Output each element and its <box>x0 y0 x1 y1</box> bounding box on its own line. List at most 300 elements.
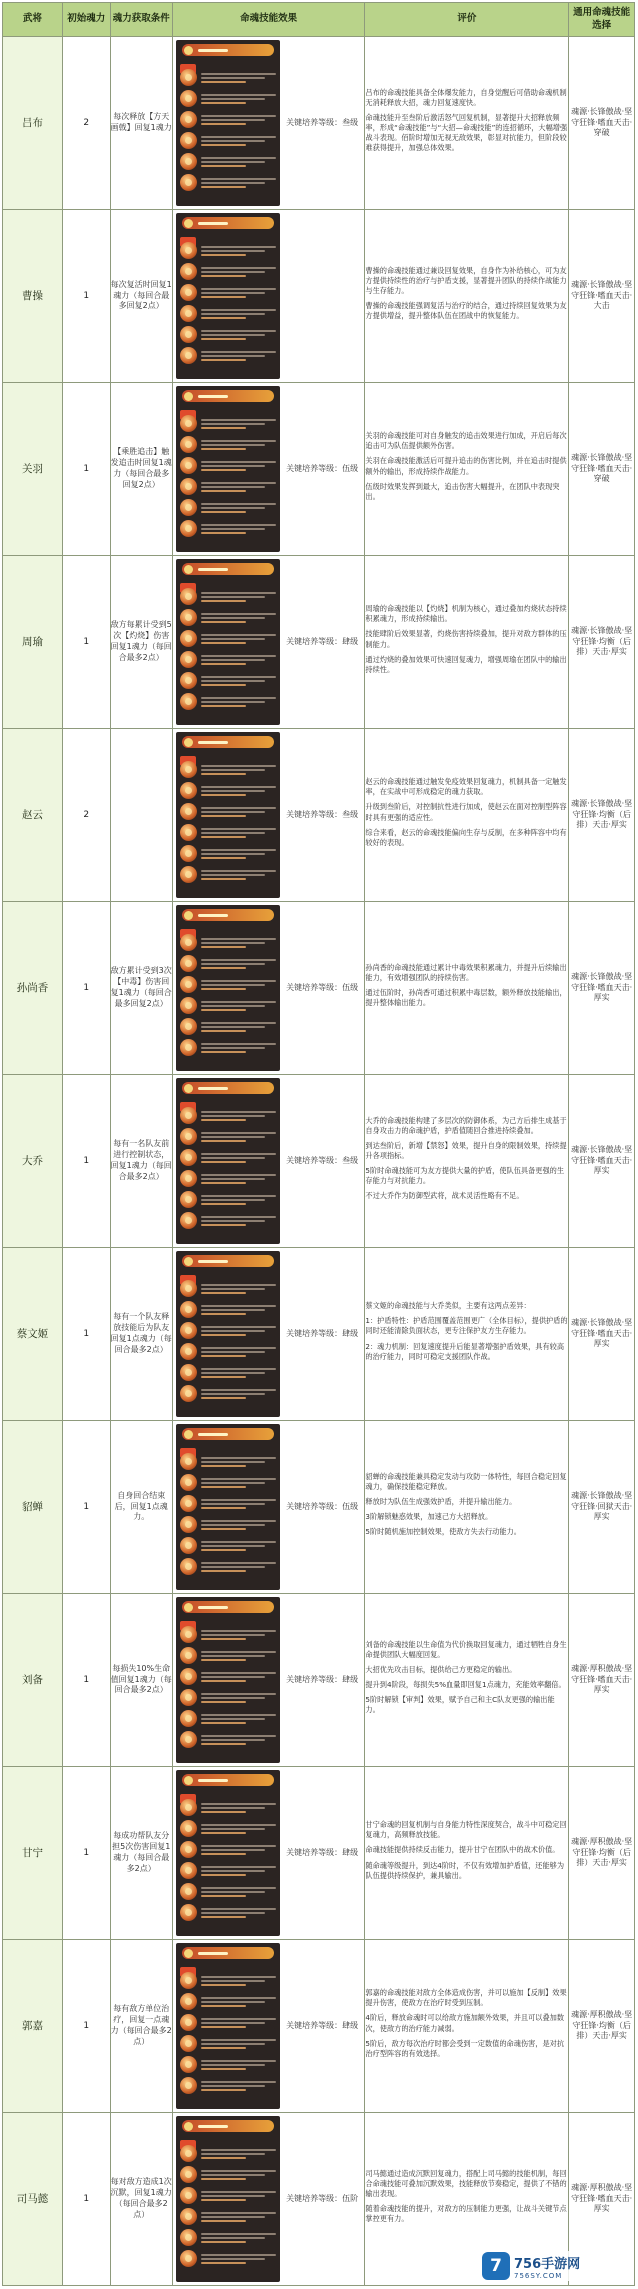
skill-orb-icon <box>180 1107 197 1124</box>
evaluation-paragraph: 5阶时命魂技能可为友方提供大量的护盾，使队伍具备更强的生存能力与对抗能力。 <box>365 1166 565 1186</box>
evaluation-paragraph: 曹操的命魂技能通过兼设回复效果，自身作为补给核心，可为友方提供持续性的治疗与护盾支援，显著提升团队的持续作战能力与生存能力。 <box>365 265 567 295</box>
soul-condition: 自身回合结束后，回复1点魂力。 <box>110 1421 172 1594</box>
skill-orb-icon <box>180 478 197 495</box>
general-skill-choice: 魂源·厚积傲战·坚守狂锋·嗜血天击·厚实 <box>569 1594 635 1767</box>
skill-effect-line <box>180 1495 276 1512</box>
general-skill-choice: 魂源·长锋傲战·坚守狂锋·均衡（后排）天击·厚实 <box>569 729 635 902</box>
skill-orb-icon <box>180 1128 197 1145</box>
evaluation-cell <box>365 37 569 210</box>
skill-orb-icon <box>180 1537 197 1554</box>
skill-orb-icon <box>180 69 197 86</box>
skill-effect-line <box>180 630 276 647</box>
skill-effect-line <box>180 672 276 689</box>
skill-effect-line <box>180 1018 276 1035</box>
skill-effect-line <box>180 845 276 862</box>
skill-orb-icon <box>180 2145 197 2162</box>
skill-effect-line <box>180 436 276 453</box>
general-name: 大乔 <box>3 1075 63 1248</box>
evaluation-paragraph: 命魂技能提供持续反击能力，提升甘宁在团队中的战术价值。 <box>365 1845 560 1855</box>
skill-effect-line <box>180 1883 276 1900</box>
skill-effect-line <box>180 2035 276 2052</box>
skill-orb-icon <box>180 1972 197 1989</box>
skill-title-banner <box>182 1255 274 1267</box>
skill-effect-line <box>180 1820 276 1837</box>
skill-effect-line <box>180 1668 276 1685</box>
evaluation-paragraph: 不过大乔作为防御型武将，战术灵活性略有不足。 <box>365 1191 524 1201</box>
soul-skill-card-image <box>176 1424 280 1590</box>
skill-orb-icon <box>180 1799 197 1816</box>
soul-condition: 每成功帮队友分担5次伤害回复1魂力（每回合最多2点） <box>110 1767 172 1940</box>
skill-effect-line <box>180 1626 276 1643</box>
skill-orb-icon <box>180 1364 197 1381</box>
skill-orb-icon <box>180 824 197 841</box>
site-watermark <box>482 2251 632 2281</box>
table-row <box>3 729 635 902</box>
key-train-level: 关键培养等级：伍级 <box>286 982 359 992</box>
skill-effect-line <box>180 153 276 170</box>
skill-orb-icon <box>180 111 197 128</box>
skill-orb-icon <box>180 1516 197 1533</box>
initial-soul: 1 <box>63 210 111 383</box>
evaluation-paragraph: 蔡文姬的命魂技能与大乔类似，主要有这两点差异： <box>365 1301 531 1311</box>
initial-soul: 1 <box>63 1940 111 2113</box>
skill-effect-line <box>180 347 276 364</box>
evaluation-cell <box>365 556 569 729</box>
skill-effect-line <box>180 1689 276 1706</box>
evaluation-cell <box>365 729 569 902</box>
skill-effect-line <box>180 1212 276 1229</box>
skill-effect-line <box>180 1128 276 1145</box>
evaluation-paragraph: 司马懿通过造成沉默回复魂力，搭配上司马懿的技能机制，每回合命魂技能可叠加沉默效果，技能释放节奏稳定，提供了不错的输出表现。 <box>365 2168 567 2198</box>
site-logo-icon: 7 <box>482 2252 510 2280</box>
skill-effect-line <box>180 761 276 778</box>
skill-effect-line <box>180 478 276 495</box>
general-skill-choice: 魂源·长锋傲战·坚守狂锋·嗜血天击·穿破 <box>569 37 635 210</box>
evaluation-paragraph: 释放时为队伍生成强效护盾，并提升输出能力。 <box>365 1496 517 1506</box>
general-name: 郭嘉 <box>3 1940 63 2113</box>
skill-orb-icon <box>180 672 197 689</box>
skill-orb-icon <box>180 1018 197 1035</box>
skill-title-banner <box>182 217 274 229</box>
skill-title-banner <box>182 1428 274 1440</box>
skill-effect-line <box>180 2145 276 2162</box>
skill-orb-icon <box>180 955 197 972</box>
skill-effect-line <box>180 1107 276 1124</box>
skill-effect-line <box>180 2166 276 2183</box>
evaluation-paragraph: 命魂技能升至叁阶后激活怒气回复机制，显著提升大招释放频率，形成“命魂技能”与“大招—命魂技能”的连招循环，大幅增强战斗表现。佰阶时增加无视无敌效果，彰显对抗能力，但阶段较难获得提升，加强总体效果。 <box>365 112 568 153</box>
skill-title-banner <box>182 1774 274 1786</box>
header-initial-soul: 初始魂力 <box>63 3 111 37</box>
skill-orb-icon <box>180 90 197 107</box>
evaluation-paragraph: 5阶时随机施加控制效果，使敌方失去行动能力。 <box>365 1527 521 1537</box>
initial-soul: 2 <box>63 729 111 902</box>
initial-soul: 1 <box>63 556 111 729</box>
evaluation-paragraph: 4阶后，释放命魂时可以给敌方施加额外效果，并且可以叠加数次，使敌方的治疗能力减弱。 <box>365 2013 565 2033</box>
skill-orb-icon <box>180 1170 197 1187</box>
skill-effect-line <box>180 1453 276 1470</box>
key-train-level: 关键培养等级：肆级 <box>286 1328 359 1338</box>
soul-condition: 每损失10%生命值回复1魂力（每回合最多2点） <box>110 1594 172 1767</box>
skill-effect-line <box>180 305 276 322</box>
skill-orb-icon <box>180 1343 197 1360</box>
skill-orb-icon <box>180 1820 197 1837</box>
general-skill-choice: 魂源·长锋傲战·坚守狂锋·回狱天击·厚实 <box>569 1421 635 1594</box>
skill-effect-line <box>180 1904 276 1921</box>
general-name: 司马懿 <box>3 2113 63 2286</box>
skill-orb-icon <box>180 1039 197 1056</box>
skill-effect-line <box>180 824 276 841</box>
skill-orb-icon <box>180 1993 197 2010</box>
skill-effect-line <box>180 2077 276 2094</box>
skill-orb-icon <box>180 1212 197 1229</box>
skill-effect-line <box>180 2056 276 2073</box>
evaluation-cell <box>365 383 569 556</box>
evaluation-paragraph: 刘备的命魂技能以生命值为代价换取回复魂力，通过牺牲自身生命提供团队大幅度回复。 <box>365 1639 567 1659</box>
skill-orb-icon <box>180 326 197 343</box>
soul-effect-cell <box>172 1767 365 1940</box>
skill-orb-icon <box>180 588 197 605</box>
key-train-level: 关键培养等级：叁级 <box>286 809 359 819</box>
evaluation-paragraph: 关羽的命魂技能可对自身触发的追击效果进行加成，开启后每次追击可为队伍提供额外伤害。 <box>365 431 567 451</box>
skill-effect-line <box>180 111 276 128</box>
evaluation-paragraph: 赵云的命魂技能通过触发免疫效果回复魂力，机制具备一定触发率，在实战中可形成稳定的魂力获取。 <box>365 777 567 797</box>
general-skill-choice: 魂源·厚积傲战·坚守狂锋·均衡（后排）天击·厚实 <box>569 1767 635 1940</box>
table-row <box>3 210 635 383</box>
skill-orb-icon <box>180 866 197 883</box>
skill-effect-line <box>180 1993 276 2010</box>
evaluation-paragraph: 到达叁阶后，新增【禁怒】效果，提升自身的限制效果，持续提升各项指标。 <box>365 1140 567 1160</box>
initial-soul: 1 <box>63 2113 111 2286</box>
key-train-level: 关键培养等级：肆级 <box>286 2020 359 2030</box>
general-name: 周瑜 <box>3 556 63 729</box>
skill-effect-line <box>180 1385 276 1402</box>
skill-effect-line <box>180 1841 276 1858</box>
skill-orb-icon <box>180 1191 197 1208</box>
key-train-level <box>280 210 365 382</box>
table-row <box>3 556 635 729</box>
key-train-level: 关键培养等级：伍级 <box>286 1501 359 1511</box>
skill-effect-line <box>180 1322 276 1339</box>
initial-soul: 1 <box>63 1421 111 1594</box>
header-general-skill: 通用命魂技能选择 <box>569 3 635 37</box>
general-name: 孙尚香 <box>3 902 63 1075</box>
general-name: 蔡文姬 <box>3 1248 63 1421</box>
soul-skill-card-image <box>176 40 280 206</box>
initial-soul: 1 <box>63 1767 111 1940</box>
skill-orb-icon <box>180 2077 197 2094</box>
skill-orb-icon <box>180 803 197 820</box>
hero-soul-table <box>2 2 635 2286</box>
evaluation-paragraph: 大乔的命魂技能构建了多层次的防御体系，为己方后排生成基于自身攻击力的命魂护盾，护盾值随回合推进持续叠加。 <box>365 1115 567 1135</box>
soul-effect-cell <box>172 210 365 383</box>
skill-orb-icon <box>180 609 197 626</box>
skill-effect-line <box>180 1170 276 1187</box>
skill-orb-icon <box>180 1626 197 1643</box>
skill-effect-line <box>180 1799 276 1816</box>
evaluation-cell <box>365 1421 569 1594</box>
skill-orb-icon <box>180 2166 197 2183</box>
skill-title-banner <box>182 736 274 748</box>
soul-condition <box>110 729 172 902</box>
skill-title-banner <box>182 1601 274 1613</box>
skill-orb-icon <box>180 761 197 778</box>
skill-effect-line <box>180 1537 276 1554</box>
skill-orb-icon <box>180 1862 197 1879</box>
skill-effect-line <box>180 132 276 149</box>
soul-condition: 敌方累计受到3次【中毒】伤害回复1魂力（每回合最多回复2点） <box>110 902 172 1075</box>
skill-orb-icon <box>180 934 197 951</box>
key-train-level: 关键培养等级：叁级 <box>286 1155 359 1165</box>
evaluation-paragraph: 孙尚香的命魂技能通过累计中毒效果积累魂力，并提升后续输出能力，有效增强团队的持续伤害。 <box>365 962 567 982</box>
table-row <box>3 1767 635 1940</box>
skill-orb-icon <box>180 347 197 364</box>
evaluation-paragraph: 通过灼烧的叠加效果可快速回复魂力，增强周瑜在团队中的输出持续性。 <box>365 654 567 674</box>
skill-orb-icon <box>180 263 197 280</box>
skill-effect-line <box>180 1558 276 1575</box>
skill-effect-line <box>180 2250 276 2267</box>
general-skill-choice: 魂源·长锋傲战·坚守狂锋·嗜血天击·厚实 <box>569 1075 635 1248</box>
skill-orb-icon <box>180 1647 197 1664</box>
skill-orb-icon <box>180 1385 197 1402</box>
general-skill-choice: 魂源·长锋傲战·坚守狂锋·嗜血天击·厚实 <box>569 1248 635 1421</box>
skill-orb-icon <box>180 1710 197 1727</box>
skill-orb-icon <box>180 782 197 799</box>
general-name: 吕布 <box>3 37 63 210</box>
evaluation-paragraph: 2：魂力机制：回复速度提升后能显著增强护盾效果，具有较高的治疗能力，同时可稳定支援团队作战。 <box>365 1341 565 1361</box>
skill-orb-icon <box>180 2056 197 2073</box>
general-skill-choice: 魂源·长锋傲战·坚守狂锋·均衡（后排）天击·厚实 <box>569 556 635 729</box>
skill-title-banner <box>182 1947 274 1959</box>
initial-soul: 2 <box>63 37 111 210</box>
soul-skill-card-image <box>176 1597 280 1763</box>
evaluation-paragraph: 5阶后，敌方每次治疗时都会受到一定数值的命魂伤害，是对抗治疗型阵容的有效选择。 <box>365 2038 565 2058</box>
skill-orb-icon <box>180 1322 197 1339</box>
soul-skill-card-image <box>176 2116 280 2282</box>
skill-orb-icon <box>180 1689 197 1706</box>
skill-orb-icon <box>180 2250 197 2267</box>
skill-orb-icon <box>180 1453 197 1470</box>
evaluation-cell <box>365 1075 569 1248</box>
skill-orb-icon <box>180 693 197 710</box>
skill-effect-line <box>180 588 276 605</box>
skill-effect-line <box>180 415 276 432</box>
evaluation-paragraph: 技能肆阶后效果显著，灼烧伤害持续叠加，提升对敌方群体的压制能力。 <box>365 629 567 649</box>
skill-title-banner <box>182 2120 274 2132</box>
soul-effect-cell <box>172 729 365 902</box>
initial-soul: 1 <box>63 1594 111 1767</box>
soul-condition: 每次复活时回复1魂力（每回合最多回复2点） <box>110 210 172 383</box>
evaluation-paragraph: 伍级时效果发挥到最大，追击伤害大幅提升，在团队中表现突出。 <box>365 481 560 501</box>
soul-effect-cell <box>172 1248 365 1421</box>
skill-orb-icon <box>180 457 197 474</box>
skill-orb-icon <box>180 2187 197 2204</box>
table-header-row <box>3 3 635 37</box>
skill-effect-line <box>180 1301 276 1318</box>
soul-condition: 每有一名队友前进行控制状态，回复1魂力（每回合最多2点） <box>110 1075 172 1248</box>
table-row <box>3 902 635 1075</box>
evaluation-paragraph: 大招优先攻击目标，提供给己方更稳定的输出。 <box>365 1664 517 1674</box>
key-train-level: 关键培养等级：叁级 <box>286 117 359 127</box>
skill-orb-icon <box>180 415 197 432</box>
evaluation-paragraph: 关羽在命魂技能激活后可提升追击的伤害比例，并在追击时提供额外的输出，形成持续作战能力。 <box>365 456 567 476</box>
general-name: 貂蝉 <box>3 1421 63 1594</box>
general-skill-choice: 魂源·长锋傲战·坚守狂锋·嗜血天击·穿破 <box>569 383 635 556</box>
soul-effect-cell <box>172 1075 365 1248</box>
initial-soul: 1 <box>63 1248 111 1421</box>
evaluation-paragraph: 曹操的命魂技能强调复活与治疗的结合，通过持续回复效果为友方提供增益，提升整体队伍在团战中的恢复能力。 <box>365 301 567 321</box>
general-skill-choice: 魂源·厚积傲战·坚守狂锋·均衡（后排）天击·厚实 <box>569 1940 635 2113</box>
header-soul-condition: 魂力获取条件 <box>110 3 172 37</box>
skill-orb-icon <box>180 132 197 149</box>
soul-skill-card-image <box>176 386 280 552</box>
skill-title-banner <box>182 1082 274 1094</box>
soul-condition: 敌方每累计受到5次【灼烧】伤害回复1魂力（每回合最多2点） <box>110 556 172 729</box>
key-train-level: 关键培养等级：肆级 <box>286 1847 359 1857</box>
skill-orb-icon <box>180 651 197 668</box>
site-domain: 756SY.COM <box>514 2271 563 2280</box>
initial-soul: 1 <box>63 383 111 556</box>
skill-effect-line <box>180 263 276 280</box>
header-evaluation: 评价 <box>365 3 569 37</box>
soul-skill-card-image <box>176 213 280 379</box>
skill-effect-line <box>180 2014 276 2031</box>
general-skill-choice: 魂源·长锋傲战·坚守狂锋·嗜血天击·大击 <box>569 210 635 383</box>
table-row <box>3 1594 635 1767</box>
key-train-level: 关键培养等级：肆级 <box>286 1674 359 1684</box>
skill-effect-line <box>180 1710 276 1727</box>
soul-effect-cell <box>172 2113 365 2286</box>
skill-title-banner <box>182 390 274 402</box>
skill-orb-icon <box>180 305 197 322</box>
skill-orb-icon <box>180 2014 197 2031</box>
skill-orb-icon <box>180 1883 197 1900</box>
soul-effect-cell <box>172 902 365 1075</box>
skill-effect-line <box>180 1191 276 1208</box>
soul-condition: 每有敌方单位治疗，回复一点魂力（每回合最多2点） <box>110 1940 172 2113</box>
soul-skill-card-image <box>176 1251 280 1417</box>
soul-skill-card-image <box>176 1770 280 1936</box>
skill-orb-icon <box>180 520 197 537</box>
skill-effect-line <box>180 1149 276 1166</box>
general-name: 甘宁 <box>3 1767 63 1940</box>
evaluation-paragraph: 吕布的命魂技能具备全体爆发能力，自身觉醒后可借助命魂机制无消耗释放大招，魂力回复速度快。 <box>365 87 567 107</box>
skill-orb-icon <box>180 2229 197 2246</box>
key-train-level: 关键培养等级：伍级 <box>286 463 359 473</box>
soul-condition: 每对敌方造成1次沉默，回复1魂力（每回合最多2点） <box>110 2113 172 2286</box>
skill-orb-icon <box>180 153 197 170</box>
soul-effect-cell <box>172 556 365 729</box>
soul-skill-card-image <box>176 905 280 1071</box>
skill-orb-icon <box>180 997 197 1014</box>
soul-effect-cell <box>172 1594 365 1767</box>
evaluation-paragraph: 综合来看，赵云的命魂技能偏向生存与反制，在多种阵容中均有较好的表现。 <box>365 827 567 847</box>
evaluation-cell <box>365 902 569 1075</box>
skill-orb-icon <box>180 499 197 516</box>
skill-orb-icon <box>180 1474 197 1491</box>
general-skill-choice: 魂源·厚积傲战·坚守狂锋·嗜血天击·厚实 <box>569 2113 635 2286</box>
skill-effect-line <box>180 1647 276 1664</box>
skill-orb-icon <box>180 1558 197 1575</box>
skill-effect-line <box>180 284 276 301</box>
soul-condition: 【乘胜追击】触发追击时回复1魂力（每回合最多回复2点） <box>110 383 172 556</box>
site-name: 756手游网 <box>514 2256 581 2272</box>
initial-soul: 1 <box>63 902 111 1075</box>
skill-orb-icon <box>180 1904 197 1921</box>
evaluation-cell <box>365 210 569 383</box>
table-row <box>3 383 635 556</box>
skill-effect-line <box>180 1516 276 1533</box>
skill-orb-icon <box>180 242 197 259</box>
evaluation-paragraph: 貂蝉的命魂技能兼具稳定发动与攻防一体特性，每回合稳定回复魂力，确保技能稳定释放。 <box>365 1471 567 1491</box>
skill-effect-line <box>180 499 276 516</box>
initial-soul: 1 <box>63 1075 111 1248</box>
skill-orb-icon <box>180 976 197 993</box>
general-name: 赵云 <box>3 729 63 902</box>
skill-effect-line <box>180 693 276 710</box>
soul-effect-cell <box>172 37 365 210</box>
skill-orb-icon <box>180 845 197 862</box>
skill-effect-line <box>180 1862 276 1879</box>
evaluation-cell <box>365 1940 569 2113</box>
skill-effect-line <box>180 520 276 537</box>
evaluation-paragraph: 1：护盾特性：护盾范围覆盖范围更广（全体目标），提供护盾的同时还能清除负面状态，更专注保护友方生存能力。 <box>365 1316 568 1336</box>
skill-effect-line <box>180 242 276 259</box>
evaluation-paragraph: 随着命魂技能的提升，对敌方的压制能力更强，让战斗关键节点掌控更有力。 <box>365 2204 567 2224</box>
skill-orb-icon <box>180 1841 197 1858</box>
soul-condition: 每次释放【方天画戟】回复1魂力 <box>110 37 172 210</box>
skill-orb-icon <box>180 630 197 647</box>
skill-effect-line <box>180 997 276 1014</box>
skill-orb-icon <box>180 284 197 301</box>
skill-effect-line <box>180 1972 276 1989</box>
skill-orb-icon <box>180 436 197 453</box>
table-row <box>3 1075 635 1248</box>
skill-effect-line <box>180 782 276 799</box>
skill-effect-line <box>180 326 276 343</box>
evaluation-paragraph: 3阶解锁魅惑效果，加速己方大招释放。 <box>365 1512 493 1522</box>
skill-title-banner <box>182 909 274 921</box>
general-name: 曹操 <box>3 210 63 383</box>
skill-effect-line <box>180 651 276 668</box>
skill-orb-icon <box>180 1280 197 1297</box>
soul-effect-cell <box>172 383 365 556</box>
skill-orb-icon <box>180 2035 197 2052</box>
skill-effect-line <box>180 1474 276 1491</box>
skill-effect-line <box>180 1039 276 1056</box>
skill-effect-line <box>180 457 276 474</box>
evaluation-paragraph: 升级到叁阶后，对控制抗性进行加成，使赵云在面对控制型阵容时具有更强的适应性。 <box>365 802 567 822</box>
skill-effect-line <box>180 1343 276 1360</box>
general-name: 关羽 <box>3 383 63 556</box>
evaluation-paragraph: 通过伍阶时，孙尚香可通过积累中毒层数，额外释放技能输出，提升整体输出能力。 <box>365 988 567 1008</box>
evaluation-paragraph: 甘宁命魂的回复机制与自身能力特性深度契合，战斗中可稳定回复魂力，高频释放技能。 <box>365 1820 567 1840</box>
skill-effect-line <box>180 609 276 626</box>
skill-orb-icon <box>180 1495 197 1512</box>
evaluation-cell <box>365 1594 569 1767</box>
skill-effect-line <box>180 2187 276 2204</box>
evaluation-paragraph: 5阶时解锁【审判】效果，赋予自己和主C队友更强的输出能力。 <box>365 1695 555 1715</box>
soul-skill-card-image <box>176 559 280 725</box>
skill-effect-line <box>180 174 276 191</box>
skill-orb-icon <box>180 2208 197 2225</box>
header-soul-effect: 命魂技能效果 <box>172 3 365 37</box>
soul-skill-card-image <box>176 1078 280 1244</box>
soul-condition: 每有一个队友释放技能后为队友回复1点魂力（每回合最多2点） <box>110 1248 172 1421</box>
skill-effect-line <box>180 976 276 993</box>
evaluation-cell <box>365 1767 569 1940</box>
skill-effect-line <box>180 1364 276 1381</box>
table-row <box>3 1940 635 2113</box>
